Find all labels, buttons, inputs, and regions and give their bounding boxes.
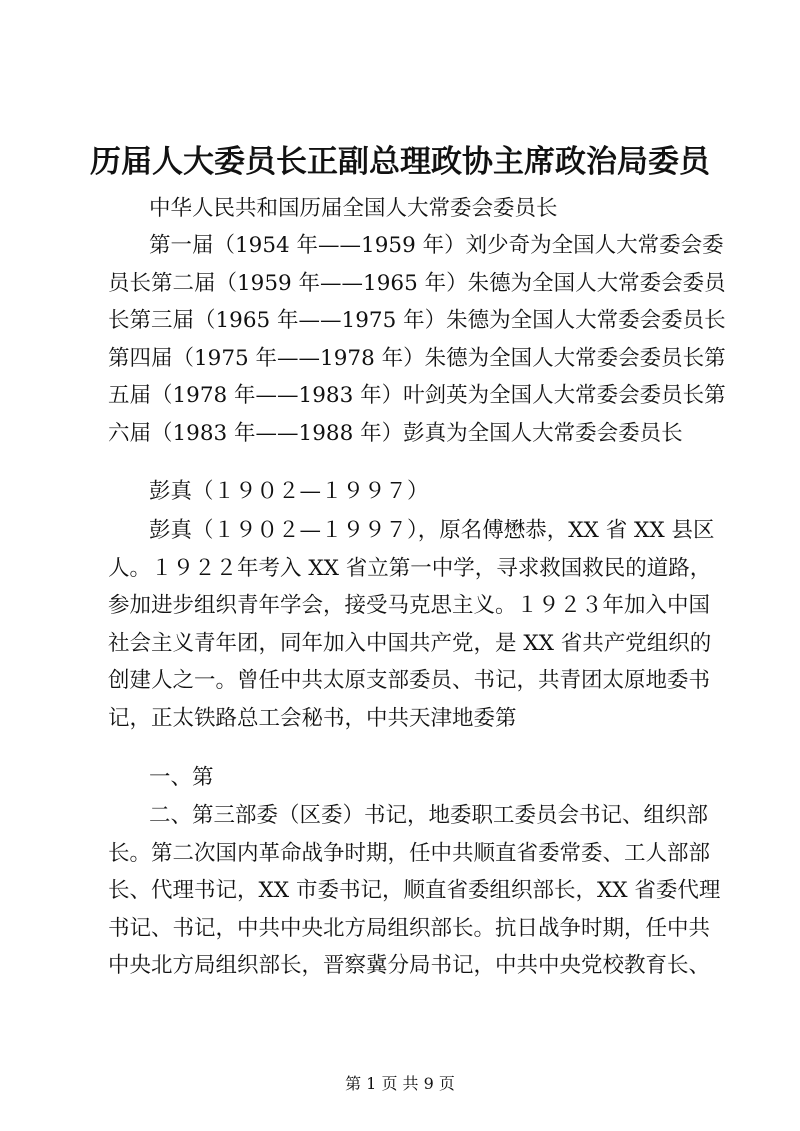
text-line: 书记、书记，中共中央北方局组织部长。抗日战争时期，任中共 bbox=[108, 915, 711, 941]
subtitle: 中华人民共和国历届全国人大常委会委员长 bbox=[149, 196, 558, 221]
text-line: 一、第 bbox=[149, 765, 214, 790]
paragraph-biography bbox=[108, 512, 715, 737]
text-line: 第一届（1954 年——1959 年）刘少奇为全国人大常委会委 bbox=[149, 233, 724, 258]
paragraph-career bbox=[108, 797, 721, 985]
document-title: 历届人大委员长正副总理政协主席政治局委员 bbox=[90, 144, 710, 180]
text-line: 第四届（1975 年——1978 年）朱德为全国人大常委会委员长第 bbox=[108, 345, 726, 371]
text-line: 二、第三部委（区委）书记，地委职工委员会书记、组织部 bbox=[149, 803, 709, 828]
text-line: 员长第二届（1959 年——1965 年）朱德为全国人大常委会委员 bbox=[108, 270, 726, 296]
text-line: 中央北方局组织部长，晋察冀分局书记，中共中央党校教育长、 bbox=[108, 953, 711, 978]
paragraph-chairmen-list bbox=[108, 227, 726, 452]
page-footer: 第 1 页 共 9 页 bbox=[345, 1074, 455, 1093]
text-line: 参加进步组织青年学会，接受马克思主义。１９２３年加入中国 bbox=[108, 593, 711, 618]
paragraph-short bbox=[108, 759, 708, 797]
text-line: 六届（1983 年——1988 年）彭真为全国人大常委会委员长 bbox=[108, 420, 683, 446]
section-heading: 彭真（１９０２—１９９７） bbox=[149, 479, 429, 504]
text-line: 彭真（１９０２—１９９７），原名傅懋恭，XX 省 XX 县区 bbox=[149, 518, 715, 543]
text-line: 创建人之一。曾任中共太原支部委员、书记，共青团太原地委书 bbox=[108, 668, 711, 693]
subtitle-block bbox=[108, 190, 708, 228]
text-line: 社会主义青年团，同年加入中国共产党，是 XX 省共产党组织的 bbox=[108, 630, 712, 656]
text-line: 长、代理书记，XX 市委书记，顺直省委组织部长，XX 省委代理 bbox=[108, 878, 721, 903]
text-line: 长。第二次国内革命战争时期，任中共顺直省委常委、工人部部 bbox=[108, 840, 711, 866]
text-line: 长第三届（1965 年——1975 年）朱德为全国人大常委会委员长 bbox=[108, 308, 726, 333]
section-heading-block bbox=[108, 473, 708, 511]
text-line: 记，正太铁路总工会秘书，中共天津地委第 bbox=[108, 705, 517, 731]
text-line: 人。１９２２年考入 XX 省立第一中学，寻求救国救民的道路， bbox=[108, 555, 712, 581]
text-line: 五届（1978 年——1983 年）叶剑英为全国人大常委会委员长第 bbox=[108, 383, 726, 408]
